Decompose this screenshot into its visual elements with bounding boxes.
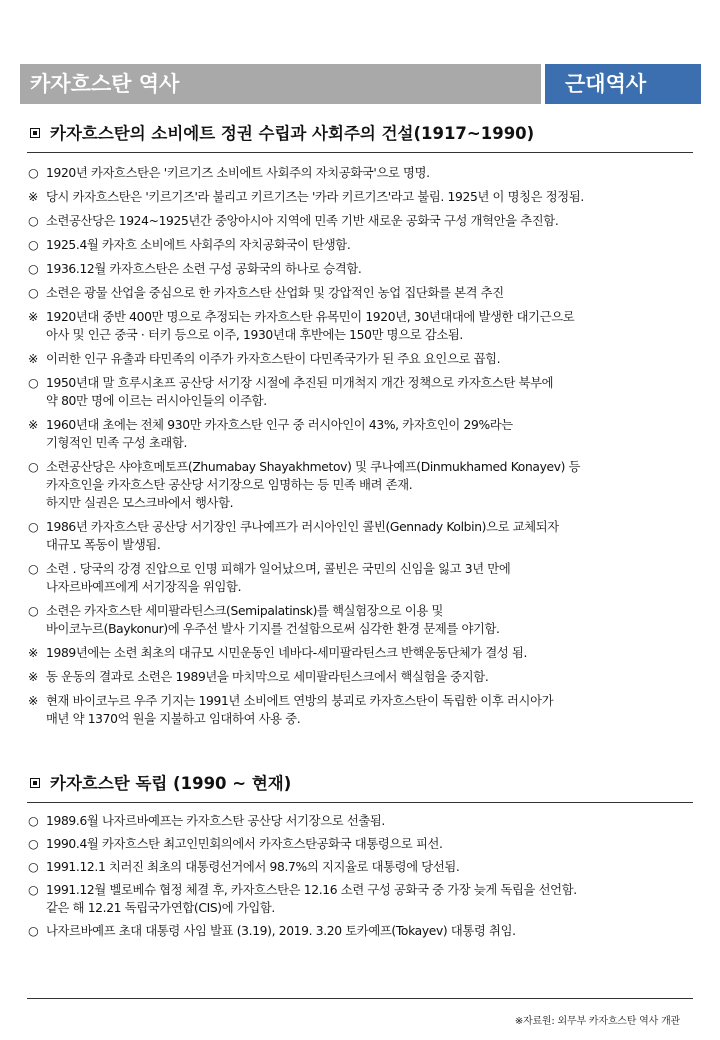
item-line: 하지만 실권은 모스크바에서 행사함. [46,496,234,510]
item-marker: ○ [28,520,39,534]
list-item [28,260,712,278]
item-line: 1989.6월 나자르바예프는 카자흐스탄 공산당 서기장으로 선출됨. [46,814,385,828]
list-item [28,881,712,917]
item-line: 소련은 카자흐스탄 세미팔라틴스크(Semipalatinsk)를 핵실험장으로 이용 및 [46,604,443,618]
list-item [28,835,712,853]
category-badge: 근대역사 [545,64,701,104]
item-marker: ○ [28,837,39,851]
list-item [28,284,712,302]
list-item [28,922,712,940]
footer-divider [27,998,693,999]
item-line: 소련은 광물 산업을 중심으로 한 카자흐스탄 산업화 및 강압적인 농업 집단화를 본격 추진 [46,286,504,300]
item-line: 매년 약 1370억 원을 지불하고 임대하여 사용 중. [46,712,301,726]
item-marker: ○ [28,376,39,390]
list-item [28,458,712,512]
section-1-title [30,120,534,144]
section-2-title-text: 카자흐스탄 독립 (1990 ~ 현재) [50,774,292,793]
item-marker: ※ [28,670,38,684]
item-line: 기형적인 민족 구성 초래함. [46,436,188,450]
list-item [28,560,712,596]
item-marker: ○ [28,460,39,474]
item-line: 현재 바이코누르 우주 기지는 1991년 소비에트 연방의 붕괴로 카자흐스탄이 독립한 이후 러시아가 [46,694,554,708]
item-line: 같은 해 12.21 독립국가연합(CIS)에 가입함. [46,901,275,915]
section-2-divider [27,802,693,803]
item-line: 1920년대 중반 400만 명으로 추정되는 카자흐스탄 유목민이 1920년, 30년대대에 발생한 대기근으로 [46,310,575,324]
item-line: 소련공산당은 1924~1925년간 중앙아시아 지역에 민족 기반 새로운 공화국 구성 개혁안을 추진함. [46,214,559,228]
item-line: 바이코누르(Baykonur)에 우주선 발사 기지를 건설함으로써 심각한 환경 문제를 야기함. [46,622,500,636]
item-line: 1991.12월 벨로베슈 협정 체결 후, 카자흐스탄은 12.16 소련 구성 공화국 중 가장 늦게 독립을 선언함. [46,883,577,897]
list-item [28,374,712,410]
list-item [28,308,712,344]
item-line: 나자르바예프 초대 대통령 사임 발표 (3.19), 2019. 3.20 토카예프(Tokayev) 대통령 취임. [46,924,516,938]
item-line: 소련공산당은 샤야흐메토프(Zhumabay Shayakhmetov) 및 쿠나예프(Dinmukhamed Konayev) 등 [46,460,581,474]
section-2-title [30,770,291,794]
item-marker: ○ [28,883,39,897]
item-marker: ○ [28,924,39,938]
item-line: 1989년에는 소련 최초의 대규모 시민운동인 네바다-세미팔라틴스크 반핵운동단체가 결성 됨. [46,646,528,660]
item-marker: ○ [28,286,39,300]
list-item [28,602,712,638]
source-note: ※자료원: 외무부 카자흐스탄 역사 개관 [514,1016,680,1027]
item-line: 1925.4월 카자흐 소비에트 사회주의 자치공화국이 탄생함. [46,238,351,252]
list-item [28,644,712,662]
page-header [20,64,701,104]
list-item [28,812,712,830]
item-line: 약 80만 명에 이르는 러시아인들의 이주함. [46,394,267,408]
item-marker: ○ [28,604,39,618]
section-1-list [28,164,712,734]
item-marker: ○ [28,166,39,180]
item-line: 카자흐인을 카자흐스탄 공산당 서기장으로 임명하는 등 민족 배려 존재. [46,478,413,492]
item-line: 1986년 카자흐스탄 공산당 서기장인 쿠나예프가 러시아인인 콜빈(Gennady Kolbin)으로 교체되자 [46,520,559,534]
section-1-title-text: 카자흐스탄의 소비에트 정권 수립과 사회주의 건설(1917~1990) [50,124,535,143]
item-line: 나자르바예프에게 서기장직을 위임함. [46,580,242,594]
item-line: 동 운동의 결과로 소련은 1989년을 마치막으로 세미팔라틴스크에서 핵실험을 중지함. [46,670,489,684]
item-marker: ※ [28,352,38,366]
item-marker: ※ [28,418,38,432]
item-marker: ○ [28,214,39,228]
list-item [28,518,712,554]
item-line: 1991.12.1 치러진 최초의 대통령선거에서 98.7%의 지지율로 대통령에 당선됨. [46,860,460,874]
item-line: 이러한 인구 유출과 타민족의 이주가 카자흐스탄이 다민족국가가 된 주요 요인으로 꼽힘. [46,352,501,366]
item-line: 당시 카자흐스탄은 '키르기즈'라 불리고 키르기즈는 '카라 키르기즈'라고 불림. 1925년 이 명칭은 정정됨. [46,190,584,204]
square-bullet-icon [30,128,40,138]
item-line: 1960년대 초에는 전체 930만 카자흐스탄 인구 중 러시아인이 43%, 카자흐인이 29%라는 [46,418,513,432]
page-title: 카자흐스탄 역사 [20,64,541,104]
item-line: 1990.4월 카자흐스탄 최고인민회의에서 카자흐스탄공화국 대통령으로 피선. [46,837,443,851]
list-item [28,858,712,876]
item-marker: ※ [28,190,38,204]
list-item [28,236,712,254]
item-marker: ※ [28,310,38,324]
list-item [28,350,712,368]
item-line: 1950년대 말 흐루시초프 공산당 서기장 시절에 추진된 미개척지 개간 정책으로 카자흐스탄 북부에 [46,376,554,390]
list-item [28,668,712,686]
item-marker: ○ [28,860,39,874]
section-1-divider [27,152,693,153]
item-marker: ○ [28,238,39,252]
item-marker: ○ [28,262,39,276]
item-line: 1936.12월 카자흐스탄은 소련 구성 공화국의 하나로 승격함. [46,262,362,276]
list-item [28,212,712,230]
square-bullet-icon [30,778,40,788]
item-line: 대규모 폭동이 발생됨. [46,538,161,552]
section-2-list [28,812,712,945]
item-line: 아사 및 인근 중국 · 터키 등으로 이주, 1930년대 후반에는 150만 명으로 감소됨. [46,328,463,342]
item-line: 소련 . 당국의 강경 진압으로 인명 피해가 일어났으며, 콜빈은 국민의 신임을 잃고 3년 만에 [46,562,511,576]
item-marker: ※ [28,646,38,660]
item-line: 1920년 카자흐스탄은 '키르기즈 소비에트 사회주의 자치공화국'으로 명명. [46,166,430,180]
list-item [28,416,712,452]
list-item [28,164,712,182]
item-marker: ○ [28,814,39,828]
item-marker: ※ [28,694,38,708]
list-item [28,188,712,206]
list-item [28,692,712,728]
item-marker: ○ [28,562,39,576]
